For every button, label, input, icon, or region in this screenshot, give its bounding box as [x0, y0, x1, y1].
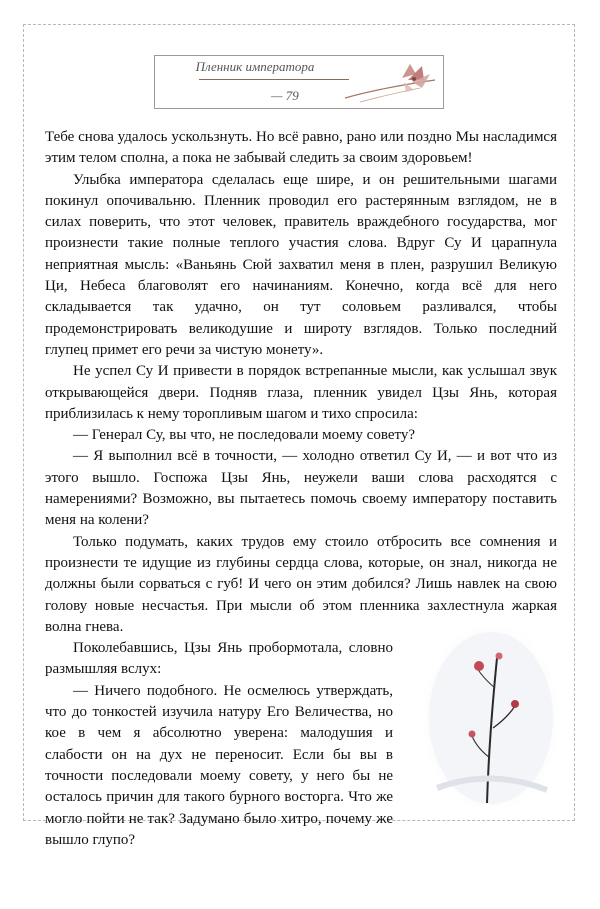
paragraph: Не успел Су И привести в порядок встрепанные мысли, как услышал звук открывающейся двери. Подняв глаза, пленник увидел Цзы Янь, которая приблизилась к нему торопливым шагом и тихо спросила: [45, 363, 557, 422]
book-title: Пленник императора [195, 59, 315, 74]
running-header [154, 55, 444, 109]
winter-branch-illustration [417, 618, 565, 818]
paragraph: — Я выполнил всё в точности, — холодно ответил Су И, — и вот что из этого вышло. Госпожа Цзы Янь, неужели ваши слова расходятся с намерениями? Возможно, вы пытаетесь помочь своему императору поставить меня на колени? [45, 448, 557, 529]
paragraph: Улыбка императора сделалась еще шире, и он решительными шагами покинул опочивальню. Пленник проводил его растерянным взглядом, не в силах поверить, что этот человек, правитель враждебного государства, мог произнести такие полные теплого участия слова. Вдруг Су И царапнула неприятная мысль: «Ваньянь Сюй захватил меня в плен, разрушил Великую Ци, Небеса благоволят его начинаниям. Конечно, когда всё для него складывается так удачно, он тут соловьем разливался, чтобы продемонстрировать великодушие и широту взглядов. Только последний глупец примет его речи за чистую монету». [45, 171, 557, 358]
header-rule [199, 79, 349, 80]
paragraph: Поколебавшись, Цзы Янь пробормотала, словно размышляя вслух: [45, 640, 393, 678]
paragraph: Только подумать, каких трудов ему стоило отбросить все сомнения и произнести те идущие из глубины сердца слова, которые, он знал, никогда не должны были сорваться с губ! И чего он этим добился? Лишь навлек на свою голову новые несчастья. При мысли об этом пленника захлестнула жаркая волна гнева. [45, 533, 557, 635]
paragraph: — Генерал Су, вы что, не последовали моему совету? [73, 427, 415, 444]
flower-branch-icon [340, 58, 440, 108]
page-number: — 79 [271, 88, 299, 103]
paragraph: — Ничего подобного. Не осмелюсь утверждать, что до тонкостей изучила натуру Его Величества, но кое в чем я абсолютно уверена: малодушия и слабости он на дух не переносит. Если бы вы в точности последовали моему совету, у него бы не осталось причин для такого бурного восторга. Что же могло пойти не так? Задумано было хитро, почему же вышло глупо? [45, 682, 393, 848]
paragraph: Тебе снова удалось ускользнуть. Но всё равно, рано или поздно Мы насладимся этим телом сполна, а пока не забывай следить за своим здоровьем! [45, 129, 557, 167]
